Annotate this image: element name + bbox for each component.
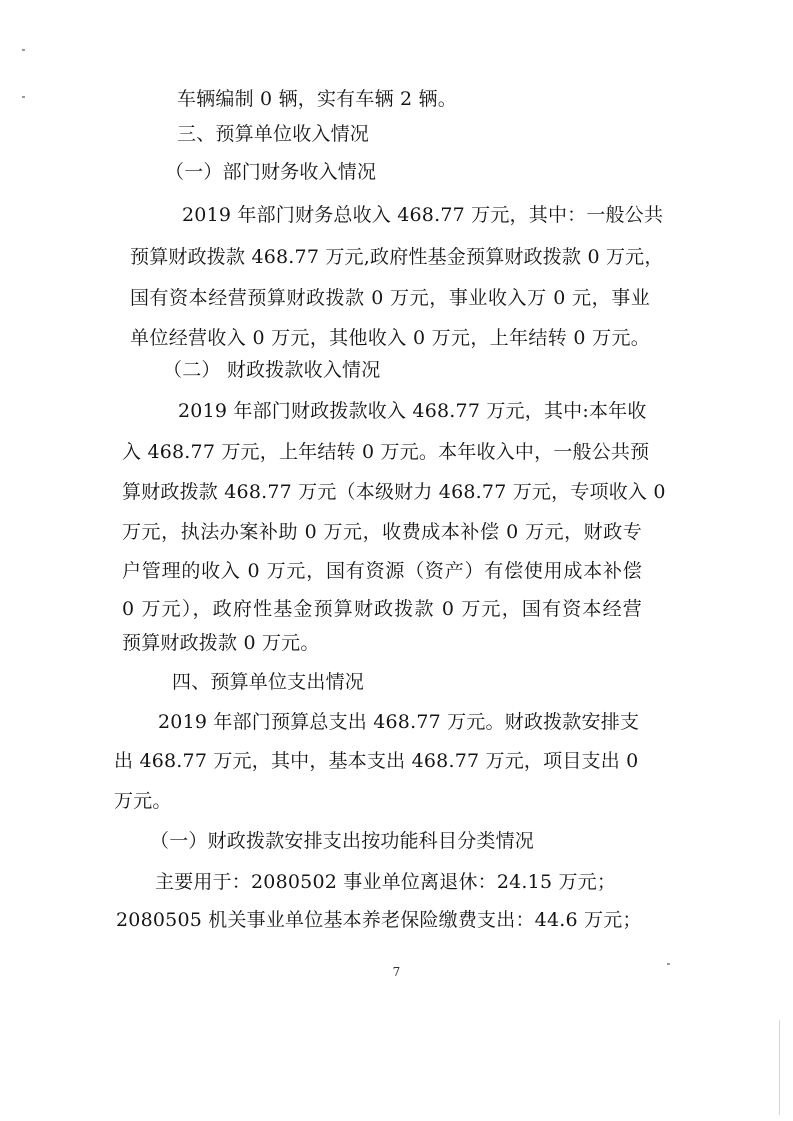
text-line: 2019 年部门预算总支出 468.77 万元。财政拨款安排支 <box>158 711 640 733</box>
text-line: 单位经营收入 0 万元，其他收入 0 万元，上年结转 0 万元。 <box>130 327 650 349</box>
subsection-heading: （二） 财政拨款收入情况 <box>163 359 381 381</box>
text-line: 2019 年部门财务总收入 468.77 万元，其中：一般公共 <box>182 204 664 226</box>
text-line: 国有资本经营预算财政拨款 0 万元，事业收入万 0 元，事业 <box>130 287 650 309</box>
scan-mark <box>779 1020 780 1115</box>
scan-mark <box>667 963 670 965</box>
section-heading: 三、预算单位收入情况 <box>177 123 370 145</box>
text-line: 出 468.77 万元，其中，基本支出 468.77 万元，项目支出 0 <box>114 750 639 772</box>
subsection-heading: （一）部门财务收入情况 <box>165 161 377 183</box>
text-line: 预算财政拨款 468.77 万元,政府性基金预算财政拨款 0 万元， <box>130 246 664 268</box>
scan-mark <box>22 49 25 51</box>
text-line: 主要用于：2080502 事业单位离退休：24.15 万元； <box>155 871 617 893</box>
section-heading: 四、预算单位支出情况 <box>172 671 365 693</box>
page-number: 7 <box>392 965 401 979</box>
scan-mark <box>22 96 25 98</box>
text-line: 万元，执法办案补助 0 万元，收费成本补偿 0 万元，财政专 <box>122 521 642 543</box>
text-line: 万元。 <box>114 790 172 812</box>
text-line: 预算财政拨款 0 万元。 <box>122 632 320 654</box>
text-line: 入 468.77 万元，上年结转 0 万元。本年收入中，一般公共预 <box>122 441 650 463</box>
text-line: 算财政拨款 468.77 万元（本级财力 468.77 万元，专项收入 0 <box>122 481 666 503</box>
text-line: 车辆编制 0 辆，实有车辆 2 辆。 <box>177 88 457 110</box>
text-line: 0 万元），政府性基金预算财政拨款 0 万元，国有资本经营 <box>122 598 642 620</box>
text-line: 2080505 机关事业单位基本养老保险缴费支出：44.6 万元； <box>116 909 642 931</box>
subsection-heading: （一）财政拨款安排支出按功能科目分类情况 <box>150 830 535 852</box>
text-line: 户管理的收入 0 万元，国有资源（资产）有偿使用成本补偿 <box>122 560 642 582</box>
text-line: 2019 年部门财政拨款收入 468.77 万元，其中:本年收 <box>178 400 647 422</box>
